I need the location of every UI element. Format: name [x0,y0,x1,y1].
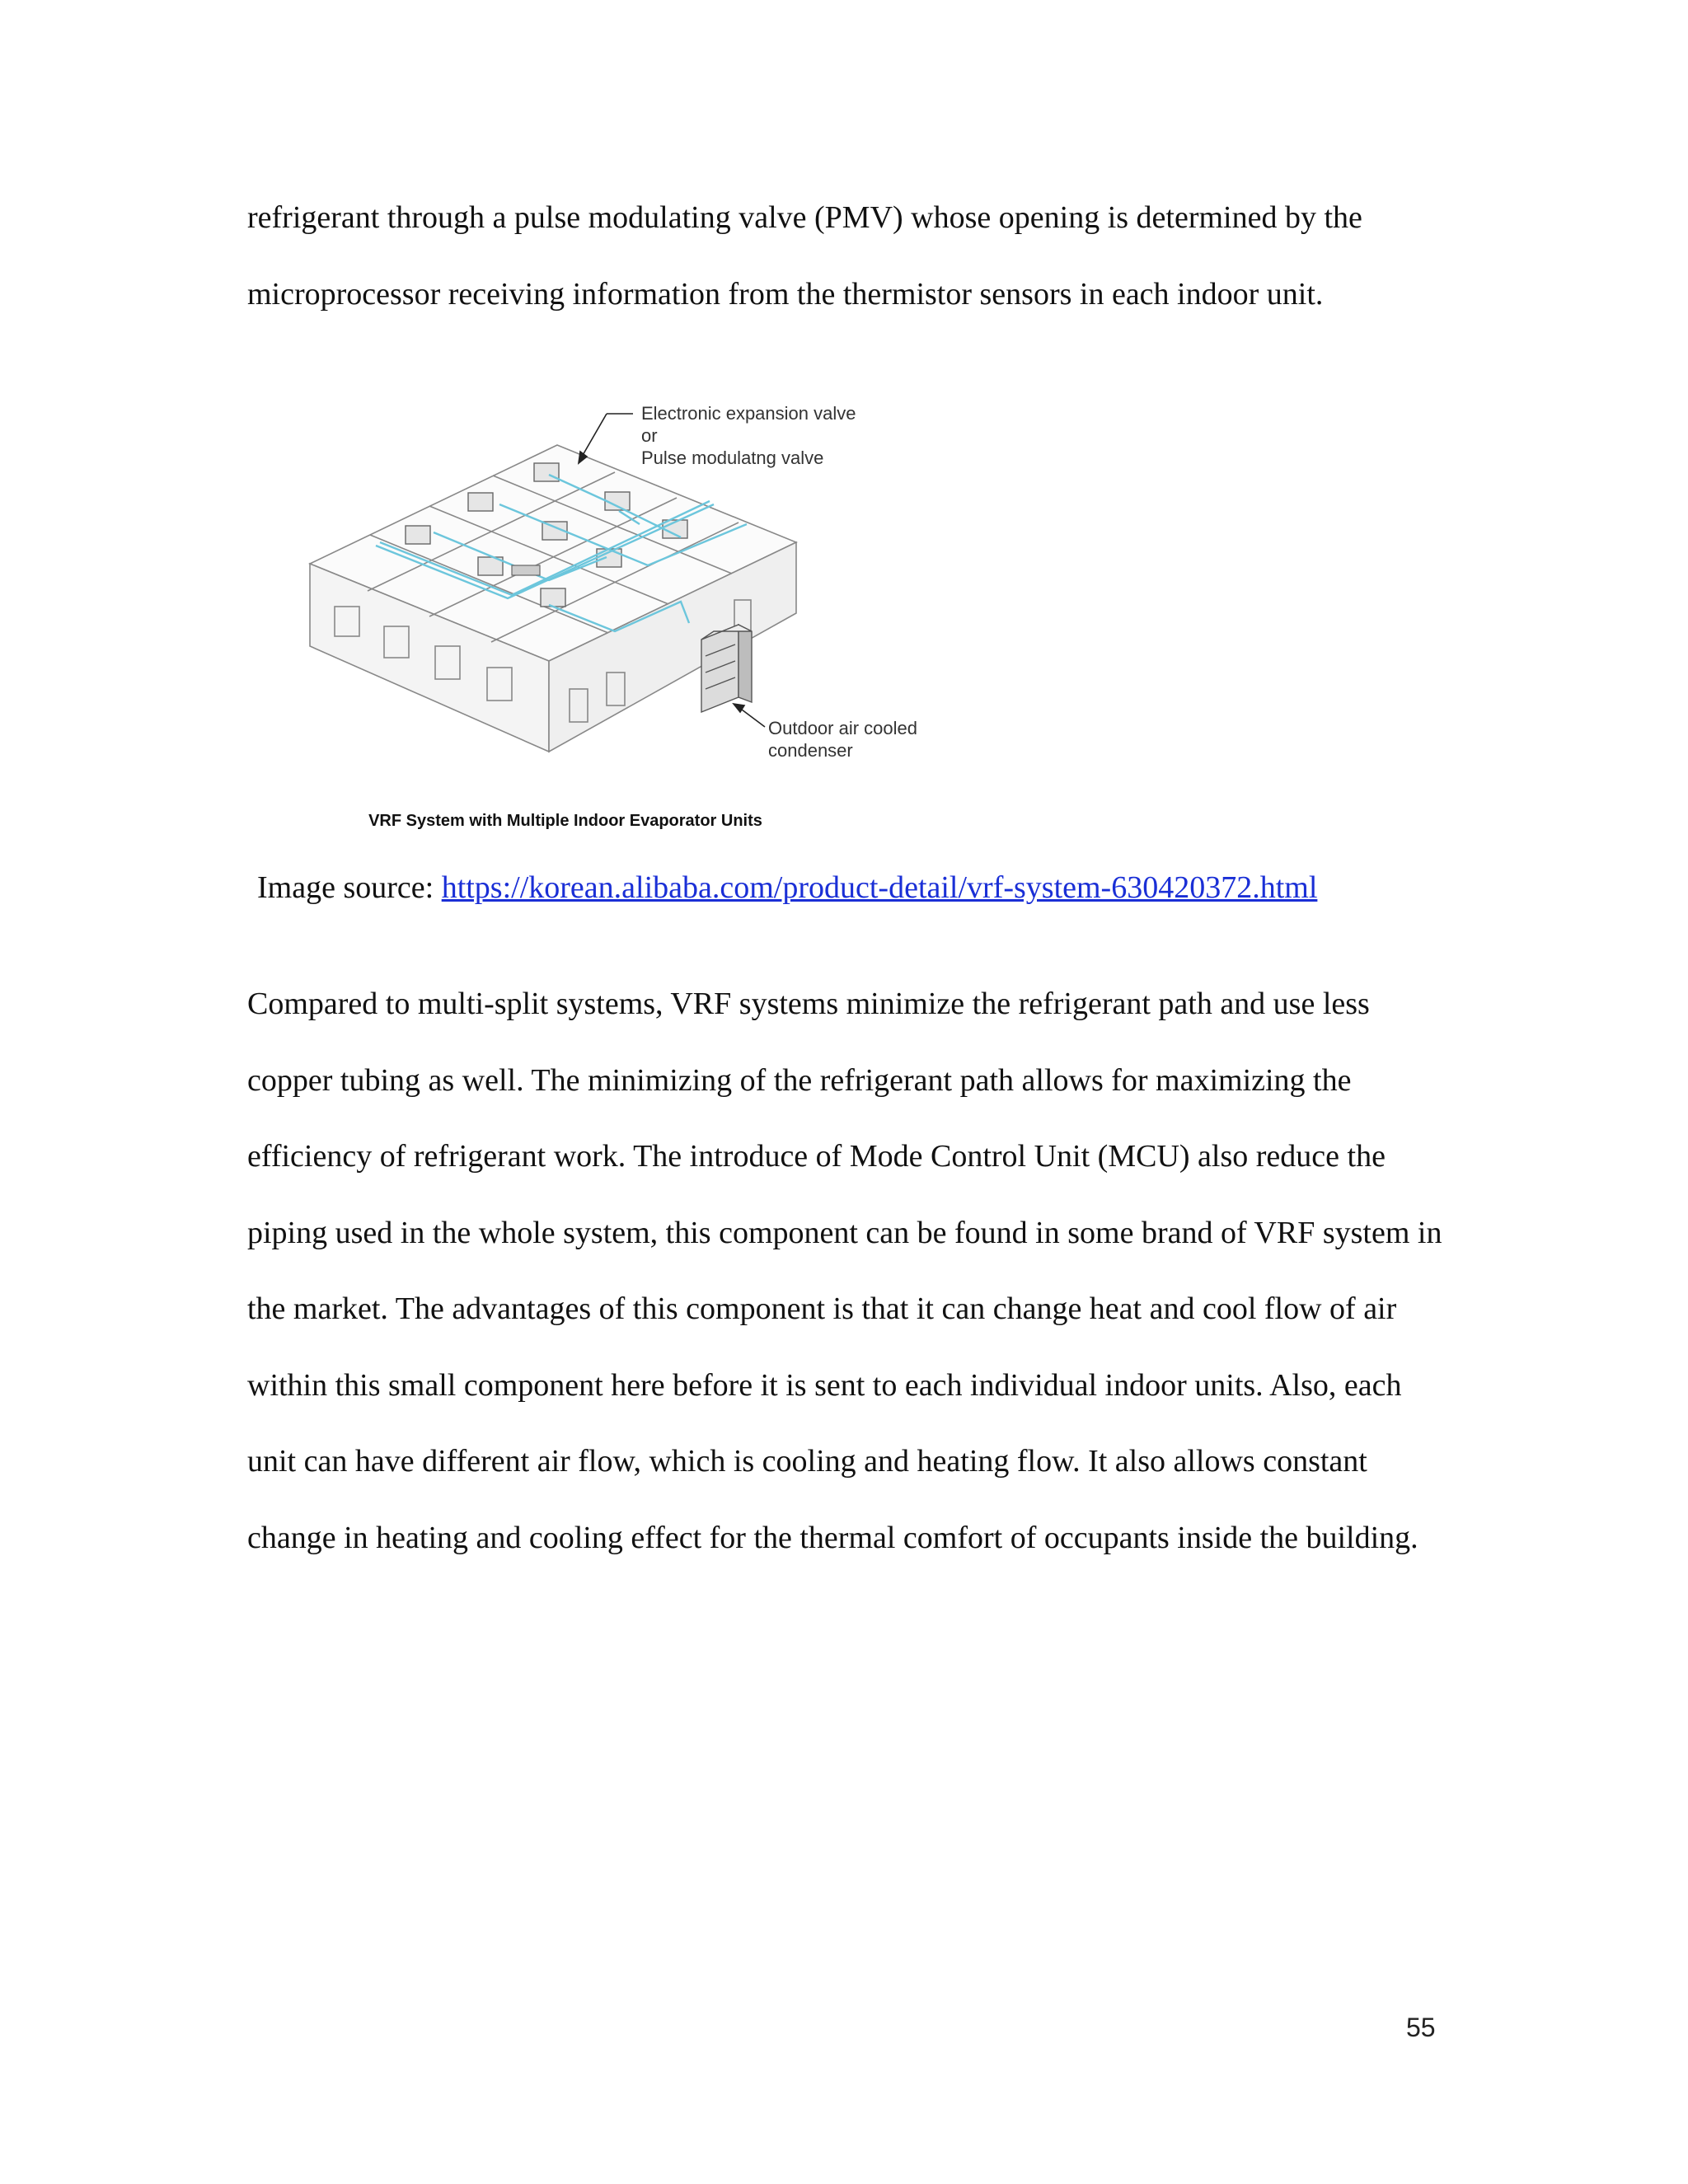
image-source [257,867,1317,908]
condenser-label-line2: condenser [768,740,853,761]
paragraph-body: Compared to multi-split systems, VRF systems minimize the refrigerant path and use less copper tubing as well. The minimizing of the refrigerant path allows for maximizing the efficiency of refrigerant work. The introduce of Mode Control Unit (MCU) also reduce the piping used in the whole system, this component can be found in some brand of VRF system in the market. The advantages of this component is that it can change heat and cool flow of air within this small component here before it is sent to each individual indoor units. Also, each unit can have different air flow, which is cooling and heating flow. It also allows constant change in heating and cooling effect for the thermal comfort of occupants inside the building. [247,987,1442,1555]
page-number: 55 [1406,2013,1436,2042]
image-source-link[interactable]: https://korean.alibaba.com/product-detail/vrf-system-630420372.html [441,870,1318,905]
condenser-label-line1: Outdoor air cooled [768,718,917,738]
paragraph-intro: refrigerant through a pulse modulating valve (PMV) whose opening is determined by the microprocessor receiving information from the thermistor sensors in each indoor unit. [247,200,1362,312]
condenser-label [768,717,917,762]
valve-label-line1: Electronic expansion valve [641,403,856,424]
vrf-system-figure [252,384,994,846]
image-source-prefix: Image source: [257,870,442,905]
figure-caption: VRF System with Multiple Indoor Evaporator Units [368,812,762,830]
valve-label-line3: Pulse modulatng valve [641,448,824,468]
valve-label-line2: or [641,425,658,446]
valve-label [641,402,856,469]
